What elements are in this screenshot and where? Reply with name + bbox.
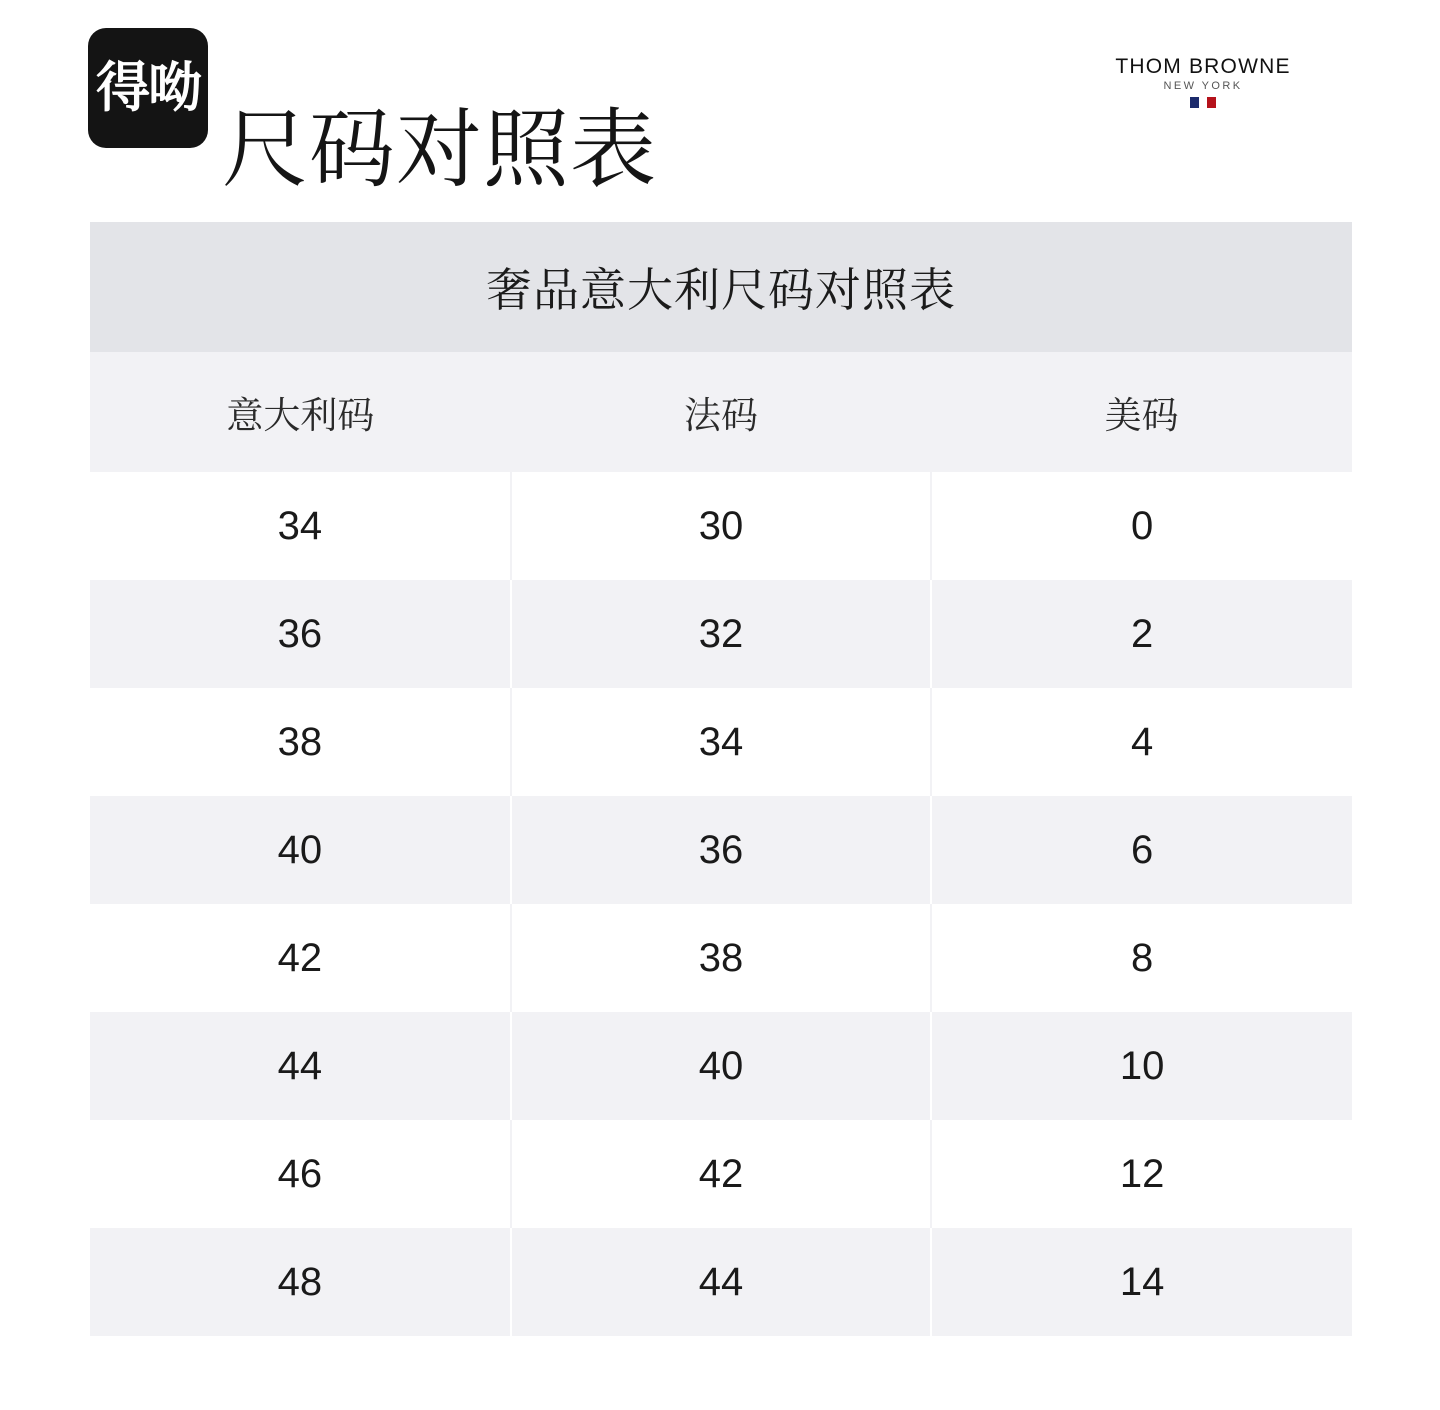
cell-us: 0 [931, 472, 1352, 580]
table-header-row [90, 352, 1352, 472]
table-row [90, 580, 1352, 688]
cell-fr: 40 [511, 1012, 932, 1120]
size-conversion-table [90, 352, 1352, 1336]
page-header [0, 0, 1440, 200]
column-header-fr: 法码 [511, 352, 932, 472]
column-header-it: 意大利码 [90, 352, 511, 472]
cell-fr: 36 [511, 796, 932, 904]
size-chart-panel [90, 222, 1352, 1336]
table-row [90, 472, 1352, 580]
cell-it: 40 [90, 796, 511, 904]
table-caption: 奢品意大利尺码对照表 [90, 222, 1352, 352]
table-row [90, 796, 1352, 904]
app-logo-text: 得呦 [96, 56, 200, 119]
cell-fr: 38 [511, 904, 932, 1012]
cell-fr: 34 [511, 688, 932, 796]
cell-us: 4 [931, 688, 1352, 796]
cell-us: 10 [931, 1012, 1352, 1120]
table-row [90, 1012, 1352, 1120]
cell-it: 42 [90, 904, 511, 1012]
cell-fr: 44 [511, 1228, 932, 1336]
brand-logo-name: THOM BROWNE [1115, 55, 1291, 78]
tricolor-flag-icon [1190, 97, 1216, 108]
column-header-us: 美码 [931, 352, 1352, 472]
table-row [90, 688, 1352, 796]
app-logo-icon [88, 28, 208, 148]
cell-it: 34 [90, 472, 511, 580]
cell-fr: 32 [511, 580, 932, 688]
cell-us: 6 [931, 796, 1352, 904]
cell-it: 44 [90, 1012, 511, 1120]
table-row [90, 904, 1352, 1012]
brand-logo-sub: NEW YORK [1163, 80, 1243, 92]
table-row [90, 1120, 1352, 1228]
cell-fr: 42 [511, 1120, 932, 1228]
cell-us: 12 [931, 1120, 1352, 1228]
cell-us: 8 [931, 904, 1352, 1012]
page-title: 尺码对照表 [222, 99, 657, 200]
cell-fr: 30 [511, 472, 932, 580]
brand-logo [1088, 55, 1318, 108]
cell-it: 48 [90, 1228, 511, 1336]
cell-it: 38 [90, 688, 511, 796]
cell-it: 46 [90, 1120, 511, 1228]
table-row [90, 1228, 1352, 1336]
cell-it: 36 [90, 580, 511, 688]
cell-us: 2 [931, 580, 1352, 688]
cell-us: 14 [931, 1228, 1352, 1336]
